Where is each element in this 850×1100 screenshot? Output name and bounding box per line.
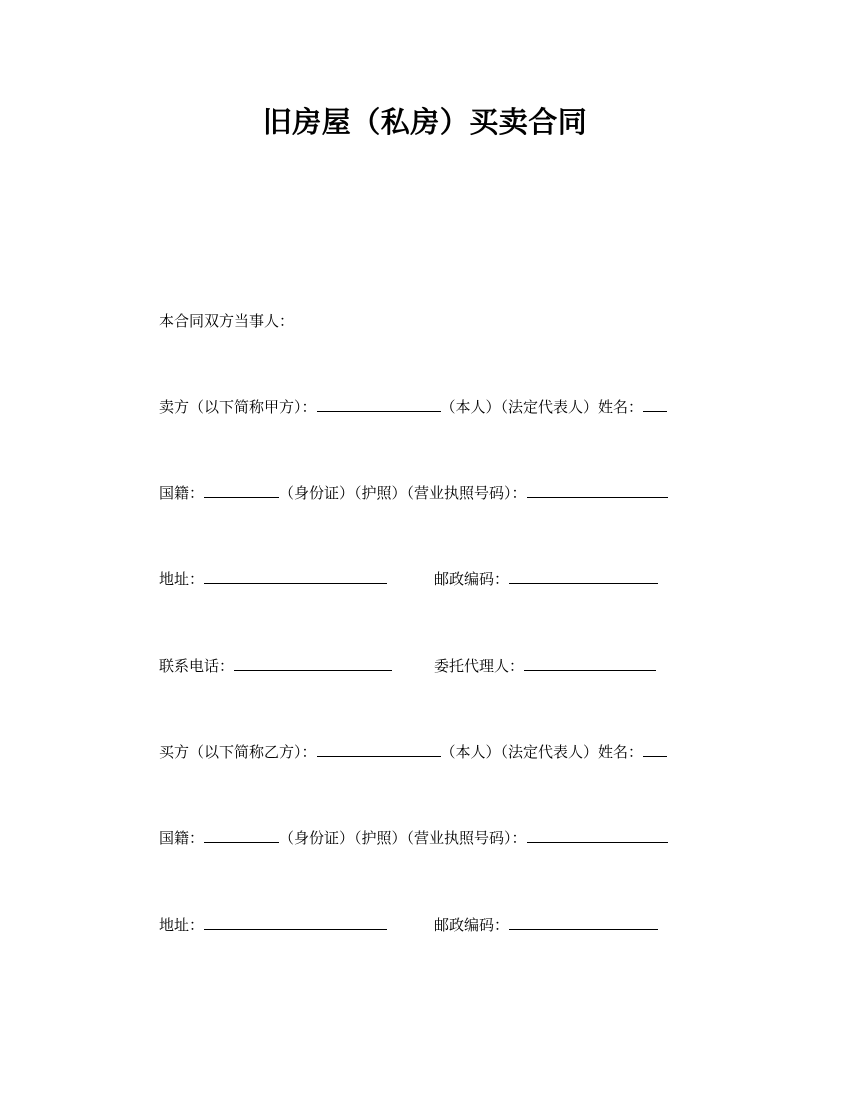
- buyer-party-label: 买方（以下简称乙方）：: [159, 743, 317, 761]
- seller-address-field[interactable]: [204, 569, 387, 584]
- buyer-id-label: （身份证）（护照）（营业执照号码）：: [279, 829, 527, 847]
- seller-nationality-label: 国籍：: [159, 484, 205, 502]
- buyer-party-line: [159, 742, 667, 762]
- seller-address-label: 地址：: [159, 570, 205, 588]
- seller-agent-field[interactable]: [524, 656, 656, 671]
- seller-nationality-field[interactable]: [204, 483, 279, 498]
- buyer-id-field[interactable]: [527, 828, 668, 843]
- seller-party-line: [159, 397, 667, 417]
- seller-postcode-label: 邮政编码：: [434, 570, 510, 588]
- seller-address-line: [159, 569, 387, 589]
- buyer-postcode-field[interactable]: [509, 915, 658, 930]
- buyer-address-label: 地址：: [159, 916, 205, 934]
- seller-postcode-line: [434, 569, 658, 589]
- buyer-address-line: [159, 915, 387, 935]
- buyer-nationality-line: [159, 828, 668, 848]
- seller-phone-label: 联系电话：: [159, 657, 235, 675]
- seller-phone-field[interactable]: [234, 656, 392, 671]
- buyer-name-field[interactable]: [317, 742, 441, 757]
- seller-phone-line: [159, 656, 392, 676]
- seller-party-label: 卖方（以下简称甲方）：: [159, 398, 317, 416]
- buyer-postcode-label: 邮政编码：: [434, 916, 510, 934]
- buyer-postcode-line: [434, 915, 658, 935]
- seller-name-field[interactable]: [317, 397, 441, 412]
- seller-agent-label: 委托代理人：: [434, 657, 525, 675]
- seller-nationality-line: [159, 483, 668, 503]
- intro-text: 本合同双方当事人：: [159, 312, 295, 330]
- page-title: 旧房屋（私房）买卖合同: [262, 105, 588, 139]
- buyer-self-label: （本人）（法定代表人）姓名：: [440, 743, 644, 761]
- buyer-person-name-field[interactable]: [643, 742, 667, 757]
- seller-self-label: （本人）（法定代表人）姓名：: [440, 398, 644, 416]
- seller-id-field[interactable]: [527, 483, 668, 498]
- buyer-address-field[interactable]: [204, 915, 387, 930]
- seller-agent-line: [434, 656, 656, 676]
- seller-id-label: （身份证）（护照）（营业执照号码）：: [279, 484, 527, 502]
- seller-postcode-field[interactable]: [509, 569, 658, 584]
- seller-person-name-field[interactable]: [643, 397, 667, 412]
- buyer-nationality-label: 国籍：: [159, 829, 205, 847]
- buyer-nationality-field[interactable]: [204, 828, 279, 843]
